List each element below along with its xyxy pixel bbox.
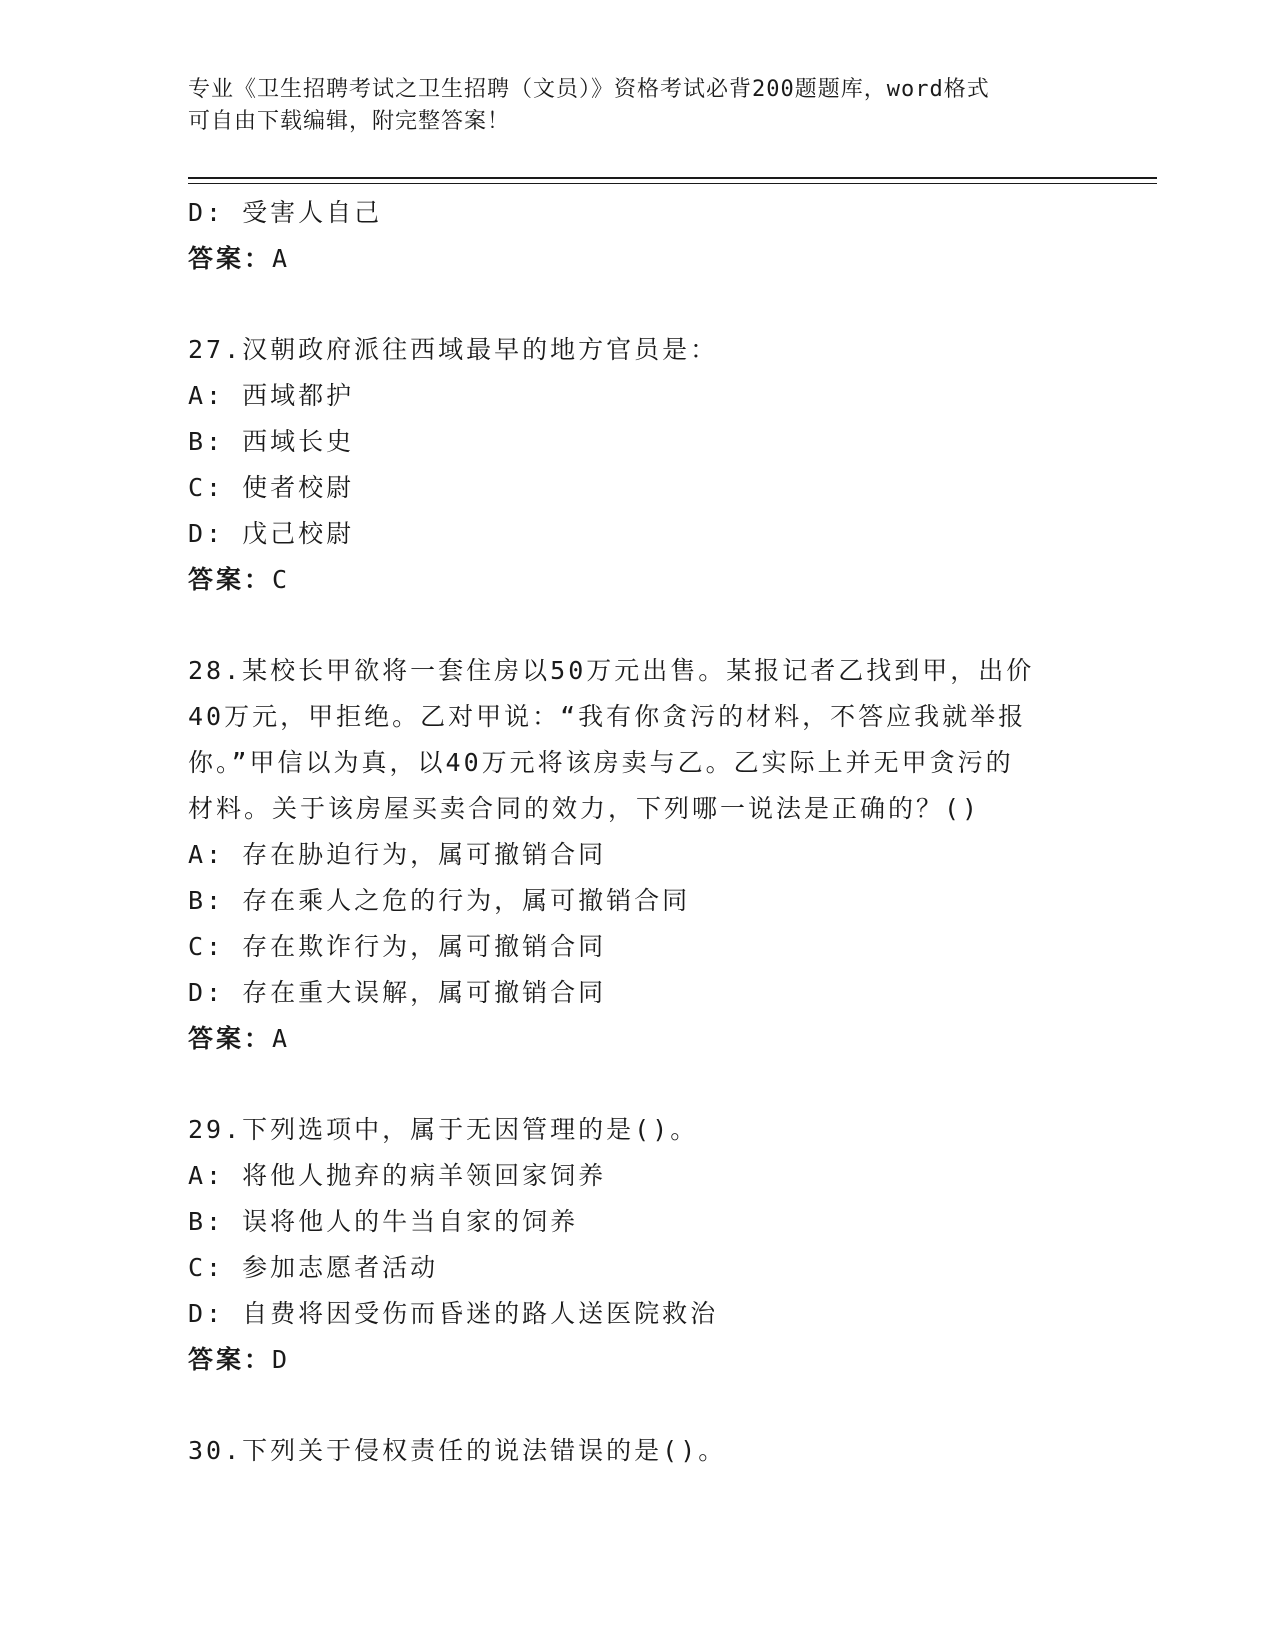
question-27 (188, 327, 1088, 603)
spacer (188, 1062, 1088, 1107)
option-d: D: 戊己校尉 (188, 519, 355, 548)
header-line-2: 可自由下载编辑，附完整答案！ (188, 109, 511, 134)
answer-label: 答案： (188, 1345, 273, 1374)
answer-value: C (272, 565, 291, 594)
question-stem-line-4: 材料。关于该房屋买卖合同的效力，下列哪一说法是正确的？() (188, 794, 981, 823)
spacer (188, 282, 1088, 327)
spacer (188, 603, 1088, 648)
option-c: C: 存在欺诈行为，属可撤销合同 (188, 932, 607, 961)
option-d: D: 自费将因受伤而昏迷的路人送医院救治 (188, 1299, 719, 1328)
answer-line (188, 1337, 1088, 1383)
answer-value: A (272, 1024, 291, 1053)
option-a: A: 将他人抛弃的病羊领回家饲养 (188, 1161, 607, 1190)
question-stem: 27.汉朝政府派往西域最早的地方官员是： (188, 335, 719, 364)
option-d: D: 存在重大误解，属可撤销合同 (188, 978, 607, 1007)
option-b: B: 西域长史 (188, 427, 355, 456)
carryover-answer (188, 236, 1088, 282)
answer-line (188, 557, 1088, 603)
question-30 (188, 1428, 1088, 1474)
document-header (188, 74, 1088, 138)
answer-label: 答案： (188, 244, 273, 273)
spacer (188, 1383, 1088, 1428)
question-stem-line-1: 28.某校长甲欲将一套住房以50万元出售。某报记者乙找到甲，出价 (188, 656, 1035, 685)
question-stem-line-2: 40万元，甲拒绝。乙对甲说：“我有你贪污的材料，不答应我就举报 (188, 702, 1027, 731)
option-a: A: 西域都护 (188, 381, 355, 410)
answer-label: 答案： (188, 565, 273, 594)
carryover-option-d: D: 受害人自己 (188, 198, 383, 227)
option-c: C: 参加志愿者活动 (188, 1253, 439, 1282)
header-divider-thick (188, 177, 1157, 179)
header-divider-thin (188, 183, 1157, 184)
option-b: B: 误将他人的牛当自家的饲养 (188, 1207, 579, 1236)
question-stem: 30.下列关于侵权责任的说法错误的是()。 (188, 1436, 727, 1465)
question-29 (188, 1107, 1088, 1383)
question-stem-line-3: 你。”甲信以为真，以40万元将该房卖与乙。乙实际上并无甲贪污的 (188, 748, 1014, 777)
answer-label: 答案： (188, 1024, 273, 1053)
header-line-1: 专业《卫生招聘考试之卫生招聘（文员）》资格考试必背200题题库，word格式 (188, 77, 990, 102)
question-stem: 29.下列选项中，属于无因管理的是()。 (188, 1115, 699, 1144)
question-list (188, 190, 1088, 1474)
answer-value: A (272, 244, 291, 273)
option-b: B: 存在乘人之危的行为，属可撤销合同 (188, 886, 691, 915)
answer-value: D (272, 1345, 291, 1374)
question-28 (188, 648, 1088, 1062)
option-a: A: 存在胁迫行为，属可撤销合同 (188, 840, 607, 869)
answer-line (188, 1016, 1088, 1062)
option-c: C: 使者校尉 (188, 473, 355, 502)
